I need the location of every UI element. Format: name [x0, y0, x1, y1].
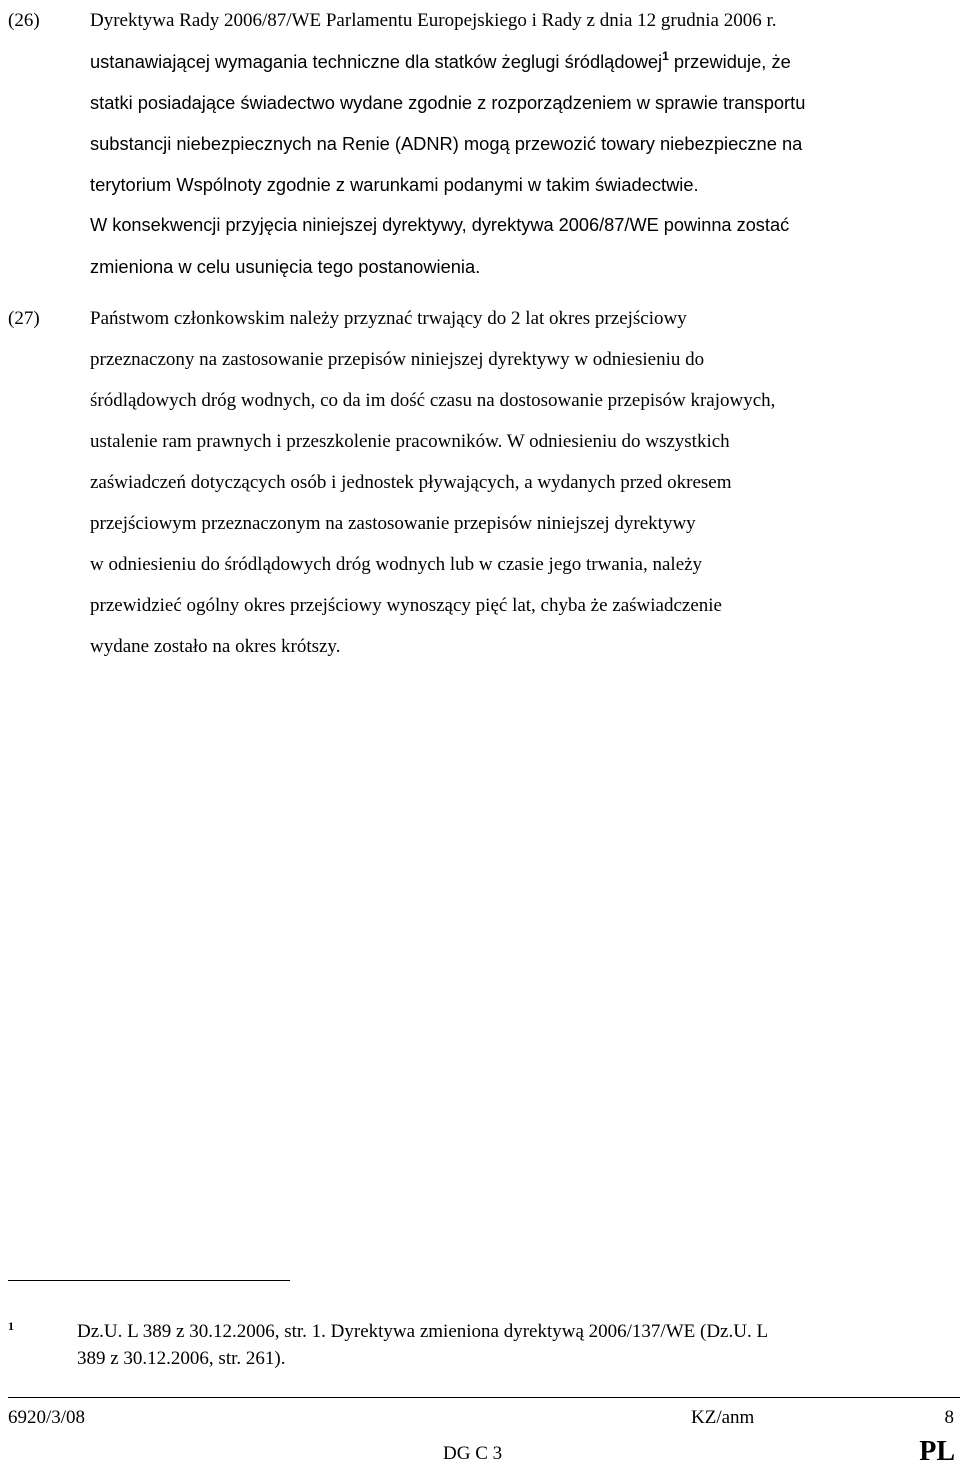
text-line: ustalenie ram prawnych i przeszkolenie pracowników. W odniesieniu do wszystkich [90, 431, 730, 452]
text-line: przejściowym przeznaczonym na zastosowanie przepisów niniejszej dyrektywy [90, 513, 696, 534]
recital-number: (26) [8, 10, 40, 31]
text-line: Dyrektywa Rady 2006/87/WE Parlamentu Europejskiego i Rady z dnia 12 grudnia 2006 r. [90, 10, 777, 31]
recital-number: (27) [8, 308, 40, 329]
text-line: statki posiadające świadectwo wydane zgodnie z rozporządzeniem w sprawie transportu [90, 92, 806, 113]
footnote-separator [8, 1280, 290, 1281]
footer-separator [8, 1397, 960, 1398]
text-line: wydane zostało na okres krótszy. [90, 636, 341, 657]
text-line: substancji niebezpiecznych na Renie (ADNR) mogą przewozić towary niebezpieczne na [90, 133, 803, 154]
footnote-line: 389 z 30.12.2006, str. 261). [77, 1348, 286, 1369]
text-line: śródlądowych dróg wodnych, co da im dość czasu na dostosowanie przepisów krajowych, [90, 390, 776, 411]
text-segment: przewiduje, że [668, 51, 791, 72]
text-line: W konsekwencji przyjęcia niniejszej dyrektywy, dyrektywa 2006/87/WE powinna zostać [90, 215, 790, 235]
text-line: przewidzieć ogólny okres przejściowy wynoszący pięć lat, chyba że zaświadczenie [90, 595, 722, 616]
footnote-line: Dz.U. L 389 z 30.12.2006, str. 1. Dyrektywa zmieniona dyrektywą 2006/137/WE (Dz.U. L [77, 1321, 769, 1342]
text-line: w odniesieniu do śródlądowych dróg wodnych lub w czasie jego trwania, należy [90, 554, 703, 575]
directorate-code: DG C 3 [443, 1443, 503, 1464]
text-line: Państwom członkowskim należy przyznać trwający do 2 lat okres przejściowy [90, 308, 687, 329]
text-segment: ustanawiającej wymagania techniczne dla statków żeglugi śródlądowej [90, 51, 663, 72]
document-reference: 6920/3/08 [8, 1407, 86, 1428]
recital-text [90, 0, 955, 287]
text-line: przeznaczony na zastosowanie przepisów niniejszej dyrektywy w odniesieniu do [90, 349, 705, 370]
footnote-reference[interactable]: 1 [662, 49, 669, 63]
footnote-text [77, 1318, 957, 1372]
language-code: PL [919, 1436, 955, 1467]
text-line: zmieniona w celu usunięcia tego postanowienia. [90, 256, 481, 277]
text-line [90, 41, 955, 82]
footnote-marker: 1 [8, 1319, 14, 1333]
recital-text [90, 298, 955, 667]
text-line: zaświadczeń dotyczących osób i jednostek pływających, a wydanych przed okresem [90, 472, 732, 493]
author-initials: KZ/anm [691, 1407, 755, 1428]
text-line: terytorium Wspólnoty zgodnie z warunkami podanymi w takim świadectwie. [90, 174, 699, 195]
page-number: 8 [944, 1407, 954, 1428]
